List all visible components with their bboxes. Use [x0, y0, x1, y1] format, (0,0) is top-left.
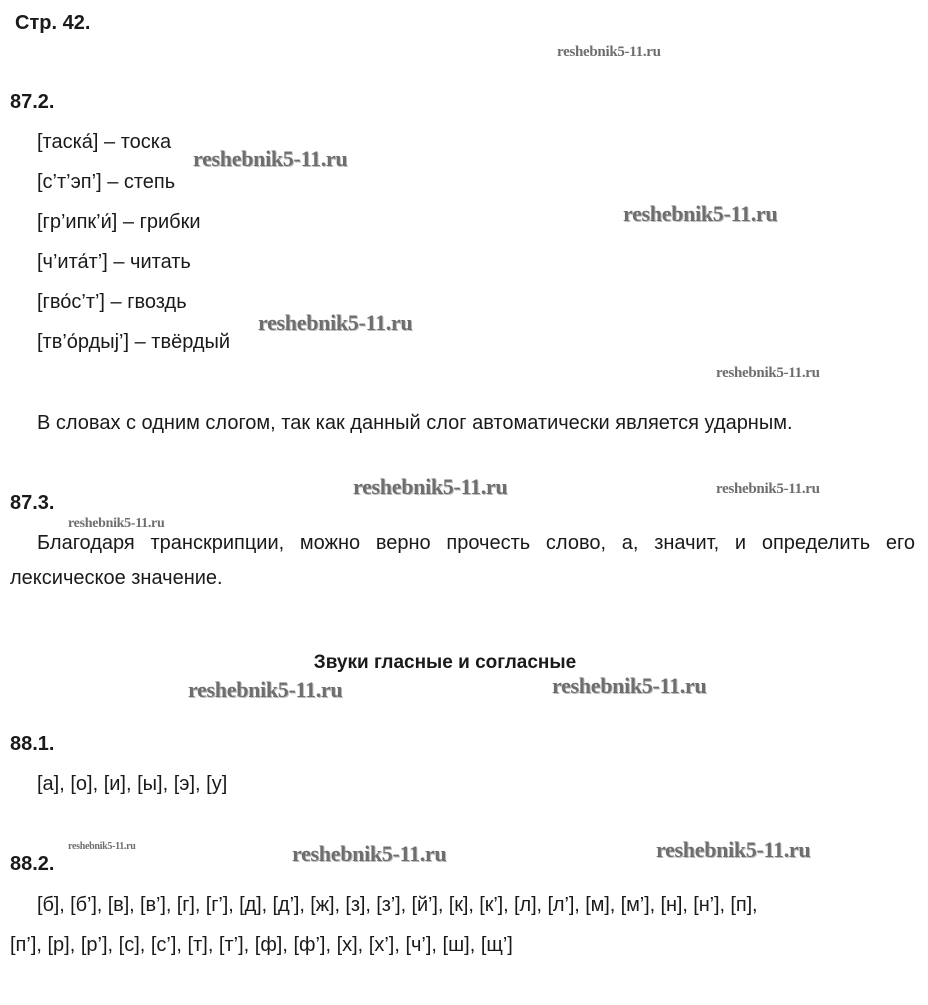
- watermark: reshebnik5-11.ru: [557, 44, 661, 60]
- watermark: reshebnik5-11.ru: [258, 310, 413, 335]
- transcription-line-6: [тв’о́рдыj’] – твёрдый: [37, 331, 231, 353]
- exercise-88-1-answer: [а], [о], [и], [ы], [э], [у]: [37, 773, 228, 795]
- watermark: reshebnik5-11.ru: [552, 673, 707, 698]
- watermark: reshebnik5-11.ru: [68, 841, 136, 852]
- exercise-87-3-answer: Благодаря транскрипции, можно верно прочесть слово, а, значит, и определить его лексическое значение.: [10, 532, 915, 589]
- transcription-line-2: [с’т’эп’] – степь: [37, 171, 176, 193]
- exercise-88-2-number: 88.2.: [10, 853, 55, 875]
- watermark: reshebnik5-11.ru: [353, 474, 508, 499]
- watermark: reshebnik5-11.ru: [188, 677, 343, 702]
- transcription-line-3: [гр’ипк’и́] – грибки: [37, 211, 201, 233]
- watermark: reshebnik5-11.ru: [716, 481, 820, 497]
- section-title: Звуки гласные и согласные: [313, 652, 577, 673]
- transcription-line-1: [таска́] – тоска: [37, 131, 172, 153]
- transcription-line-5: [гво́с’т’] – гвоздь: [37, 291, 187, 313]
- page-label: Стр. 42.: [15, 12, 91, 34]
- exercise-88-1-number: 88.1.: [10, 733, 55, 755]
- watermark: reshebnik5-11.ru: [656, 837, 811, 862]
- watermark: reshebnik5-11.ru: [292, 841, 447, 866]
- watermark: reshebnik5-11.ru: [68, 516, 165, 531]
- exercise-87-3-number: 87.3.: [10, 492, 55, 514]
- exercise-87-2-answer: В словах с одним слогом, так как данный слог автоматически является ударным.: [37, 412, 793, 434]
- exercise-88-2-line-1: [б], [б’], [в], [в’], [г], [г’], [д], [д’], [ж], [з], [з’], [й’], [к], [к’], [л], [л’], [м], [м’], [н], [н’], [п],: [37, 894, 758, 916]
- watermark: reshebnik5-11.ru: [623, 201, 778, 226]
- transcription-line-4: [ч’ита́т’] – читать: [37, 251, 191, 273]
- watermark: reshebnik5-11.ru: [193, 146, 348, 171]
- exercise-88-2-line-2: [п’], [р], [р’], [с], [с’], [т], [т’], [ф], [ф’], [х], [х’], [ч’], [ш], [щ’]: [10, 934, 513, 956]
- exercise-87-2-number: 87.2.: [10, 91, 55, 113]
- watermark: reshebnik5-11.ru: [716, 365, 820, 381]
